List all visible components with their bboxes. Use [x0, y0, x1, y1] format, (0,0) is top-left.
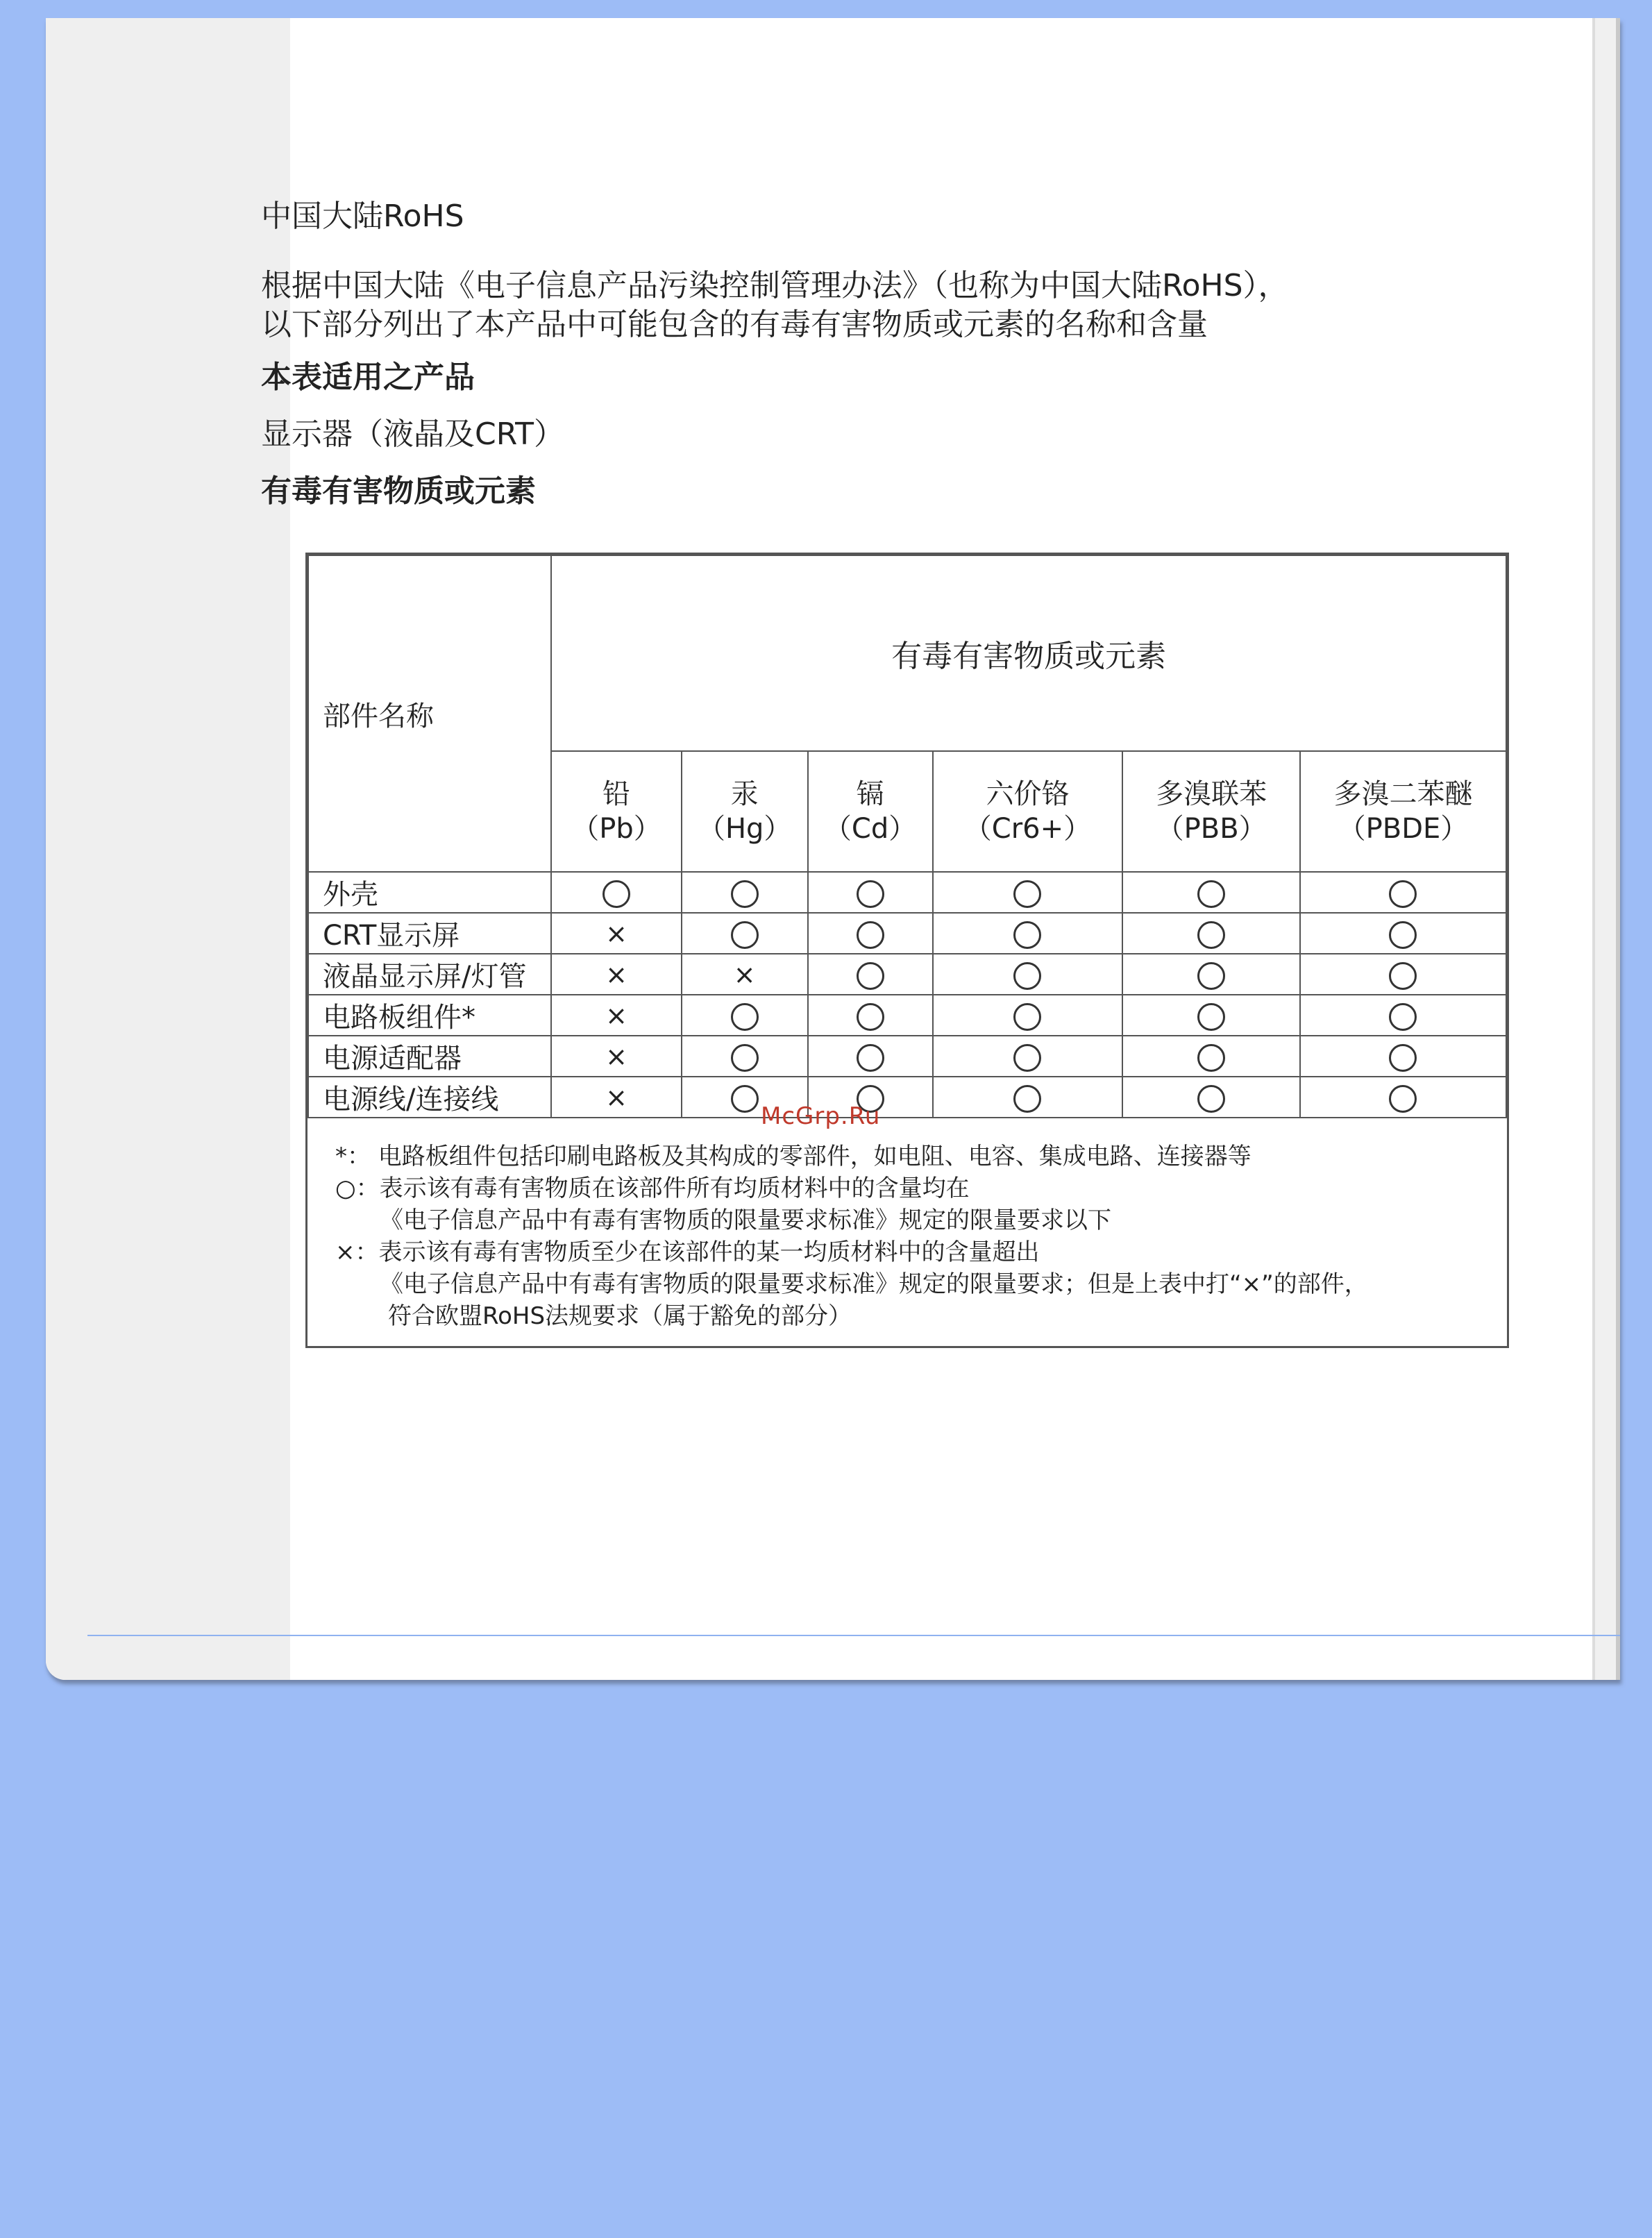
compliant-cell — [933, 954, 1123, 995]
circle-icon — [857, 962, 884, 990]
exceeds-cell — [551, 995, 681, 1036]
compliant-cell — [1122, 995, 1300, 1036]
circle-icon — [1197, 1044, 1225, 1072]
note-circle-2: 《电子信息产品中有毒有害物质的限量要求标准》规定的限量要求以下 — [380, 1206, 1111, 1234]
circle-icon — [731, 880, 759, 908]
note-circle-1: ○：表示该有毒有害物质在该部件所有均质材料中的含量均在 — [335, 1175, 970, 1202]
substance-header — [1122, 751, 1300, 872]
circle-icon — [857, 1044, 884, 1072]
compliant-cell — [933, 913, 1123, 954]
left-margin-strip — [46, 18, 290, 1680]
exceeds-cell — [551, 954, 681, 995]
note-cross-2: 《电子信息产品中有毒有害物质的限量要求标准》规定的限量要求；但是上表中打“×”的部件， — [380, 1270, 1368, 1298]
part-name: CRT显示屏 — [308, 913, 551, 954]
compliant-cell — [551, 872, 681, 913]
circle-icon — [857, 880, 884, 908]
part-name: 液晶显示屏/灯管 — [308, 954, 551, 995]
substance-symbol: （Cr6+） — [963, 813, 1092, 845]
note-cross-1: ×：表示该有毒有害物质至少在该部件的某一均质材料中的含量超出 — [335, 1238, 1040, 1266]
substance-header — [1300, 751, 1506, 872]
circle-icon — [731, 1003, 759, 1031]
table-row — [308, 872, 1506, 913]
compliant-cell — [1300, 1036, 1506, 1077]
table-row — [308, 995, 1506, 1036]
product-line: 显示器（液晶及CRT） — [261, 417, 564, 452]
compliant-cell — [1122, 954, 1300, 995]
compliant-cell — [1300, 1077, 1506, 1118]
compliant-cell — [1122, 1036, 1300, 1077]
circle-icon — [1013, 962, 1041, 990]
circle-icon — [1197, 1003, 1225, 1031]
compliant-cell — [933, 1077, 1123, 1118]
substance-symbol: （Hg） — [697, 813, 792, 845]
table-notes — [307, 1118, 1507, 1346]
compliant-cell — [1122, 1077, 1300, 1118]
cross-icon: × — [605, 1041, 627, 1072]
applies-heading: 本表适用之产品 — [261, 360, 475, 395]
circle-icon — [1013, 1044, 1041, 1072]
page-heading: 中国大陆RoHS — [261, 199, 464, 234]
substance-symbol: （PBDE） — [1338, 813, 1469, 845]
substance-symbol: （Pb） — [571, 813, 661, 845]
circle-icon — [1389, 962, 1417, 990]
circle-icon — [1389, 921, 1417, 949]
compliant-cell — [1122, 913, 1300, 954]
circle-icon — [857, 1003, 884, 1031]
table-row — [308, 1036, 1506, 1077]
substance-name: 六价铬 — [986, 778, 1070, 810]
watermark: McGrp.Ru — [761, 1102, 881, 1130]
cross-icon: × — [605, 1000, 627, 1031]
part-name: 外壳 — [308, 872, 551, 913]
circle-icon — [731, 921, 759, 949]
compliant-cell — [682, 913, 808, 954]
substance-name: 镉 — [856, 778, 884, 810]
intro-line-2: 以下部分列出了本产品中可能包含的有毒有害物质或元素的名称和含量 — [261, 307, 1208, 342]
substance-group-header: 有毒有害物质或元素 — [551, 555, 1506, 751]
compliant-cell — [1300, 913, 1506, 954]
compliant-cell — [808, 872, 933, 913]
circle-icon — [1013, 1085, 1041, 1113]
circle-icon — [731, 1085, 759, 1113]
document-content — [261, 197, 1552, 529]
exceeds-cell — [551, 1036, 681, 1077]
exceeds-cell — [682, 954, 808, 995]
substance-name: 多溴二苯醚 — [1333, 778, 1473, 810]
compliant-cell — [933, 995, 1123, 1036]
compliant-cell — [682, 872, 808, 913]
substance-name: 汞 — [730, 778, 759, 810]
compliant-cell — [808, 1036, 933, 1077]
compliant-cell — [808, 995, 933, 1036]
circle-icon — [1013, 880, 1041, 908]
hazard-table-container — [305, 553, 1509, 1348]
compliant-cell — [1300, 995, 1506, 1036]
compliant-cell — [808, 913, 933, 954]
exceeds-cell — [551, 1077, 681, 1118]
circle-icon — [857, 921, 884, 949]
compliant-cell — [682, 1036, 808, 1077]
cross-icon: × — [605, 918, 627, 949]
compliant-cell — [1300, 872, 1506, 913]
circle-icon — [1013, 1003, 1041, 1031]
circle-icon — [1197, 1085, 1225, 1113]
note-cross-3: 符合欧盟RoHS法规要求（属于豁免的部分） — [388, 1302, 852, 1330]
intro-line-1: 根据中国大陆《电子信息产品污染控制管理办法》（也称为中国大陆RoHS）， — [261, 268, 1289, 303]
part-name: 电源适配器 — [308, 1036, 551, 1077]
substance-header — [808, 751, 933, 872]
table-body — [308, 872, 1506, 1118]
circle-icon — [1197, 880, 1225, 908]
substance-header — [551, 751, 681, 872]
substance-name: 多溴联苯 — [1156, 778, 1267, 810]
substance-header — [933, 751, 1123, 872]
right-scroll-strip — [1592, 18, 1620, 1680]
circle-icon — [1197, 962, 1225, 990]
compliant-cell — [933, 1036, 1123, 1077]
substance-symbol: （PBB） — [1156, 813, 1267, 845]
circle-icon — [1389, 1003, 1417, 1031]
substance-header — [682, 751, 808, 872]
exceeds-cell — [551, 913, 681, 954]
part-name-header: 部件名称 — [308, 555, 551, 872]
circle-icon — [1197, 921, 1225, 949]
substances-heading: 有毒有害物质或元素 — [261, 473, 536, 509]
circle-icon — [1013, 921, 1041, 949]
table-row — [308, 954, 1506, 995]
circle-icon — [1389, 1085, 1417, 1113]
circle-icon — [1389, 1044, 1417, 1072]
circle-icon — [602, 880, 630, 908]
part-name: 电源线/连接线 — [308, 1077, 551, 1118]
compliant-cell — [808, 954, 933, 995]
substance-name: 铅 — [602, 778, 631, 810]
cross-icon: × — [733, 959, 756, 990]
table-row — [308, 913, 1506, 954]
compliant-cell — [1300, 954, 1506, 995]
part-name: 电路板组件* — [308, 995, 551, 1036]
bottom-divider — [87, 1635, 1620, 1636]
table-row — [308, 1077, 1506, 1118]
cross-icon: × — [605, 959, 627, 990]
note-star: *： 电路板组件包括印刷电路板及其构成的零部件，如电阻、电容、集成电路、连接器等 — [335, 1143, 1251, 1170]
compliant-cell — [1122, 872, 1300, 913]
circle-icon — [731, 1044, 759, 1072]
compliant-cell — [933, 872, 1123, 913]
intro-paragraph — [261, 267, 1552, 344]
cross-icon: × — [605, 1082, 627, 1113]
substance-symbol: （Cd） — [823, 813, 917, 845]
circle-icon — [1389, 880, 1417, 908]
hazard-table — [307, 555, 1507, 1118]
compliant-cell — [682, 995, 808, 1036]
